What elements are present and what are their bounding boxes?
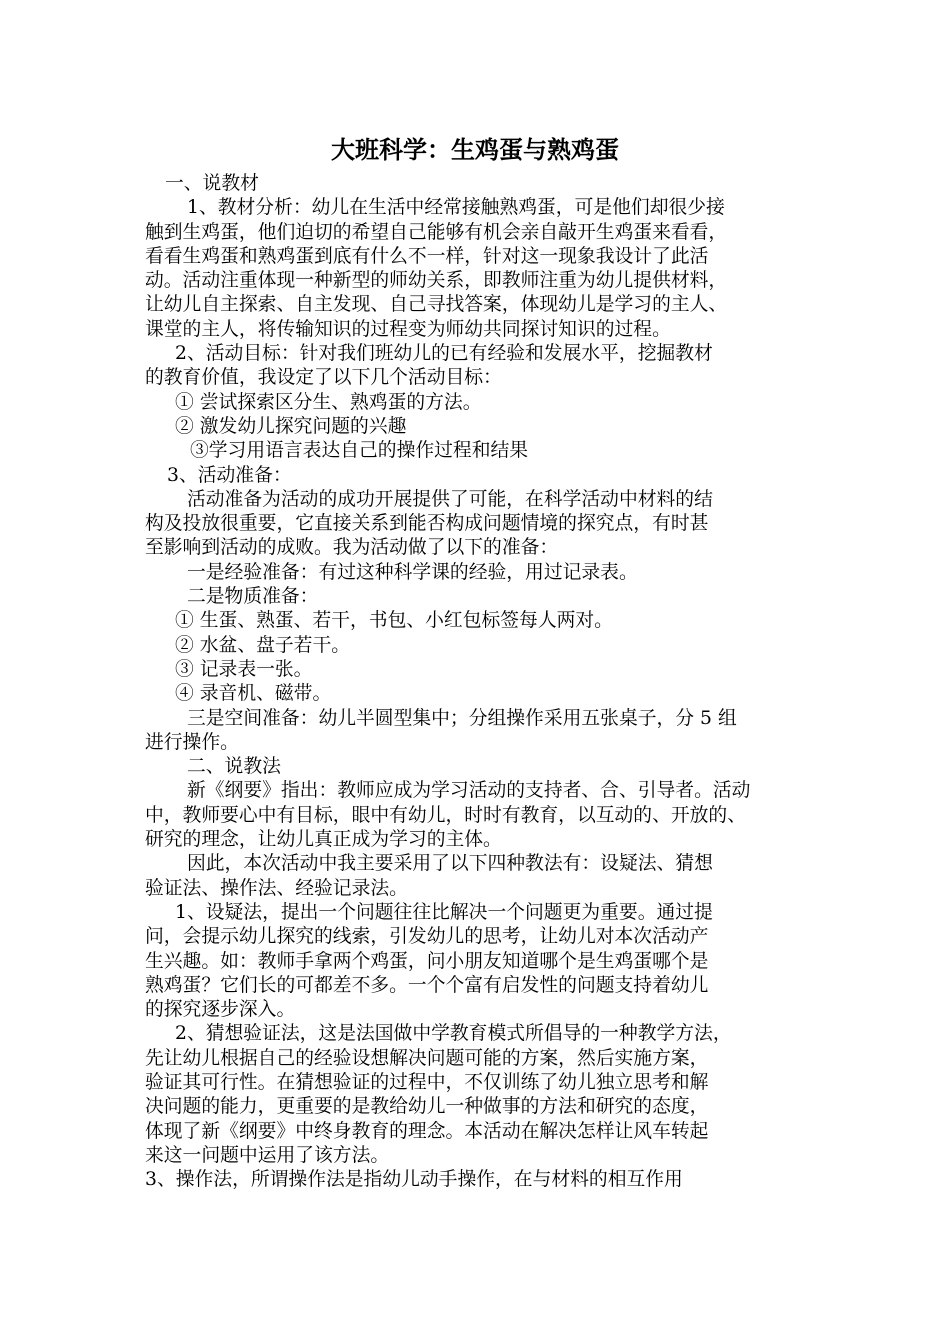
paragraph-line: ② 水盆、盘子若干。 [175,634,351,656]
paragraph-line: 课堂的主人，将传输知识的过程变为师幼共同探讨知识的过程。 [145,318,671,340]
paragraph-line: 的探究逐步深入。 [145,999,296,1021]
paragraph-line: 验证其可行性。在猜想验证的过程中，不仅训练了幼儿独立思考和解 [145,1071,709,1093]
paragraph-line: 的教育价值，我设定了以下几个活动目标： [145,367,502,389]
paragraph-line: 进行操作。 [145,731,239,753]
paragraph-line: 因此，本次活动中我主要采用了以下四种教法有：设疑法、猜想 [187,853,713,875]
paragraph-line: 2、猜想验证法，这是法国做中学教育模式所倡导的一种教学方法， [175,1023,732,1045]
paragraph-line: 一、说教材 [165,173,259,194]
paragraph-line: 验证法、操作法、经验记录法。 [145,877,408,899]
paragraph-line: 生兴趣。如：教师手拿两个鸡蛋，问小朋友知道哪个是生鸡蛋哪个是 [145,950,709,972]
paragraph-line: 一是经验准备：有过这种科学课的经验，用过记录表。 [187,561,638,583]
paragraph-line: 熟鸡蛋？它们长的可都差不多。一个个富有启发性的问题支持着幼儿 [145,974,709,996]
paragraph-line: 2、活动目标：针对我们班幼儿的已有经验和发展水平，挖掘教材 [175,343,713,365]
paragraph-line: ② 激发幼儿探究问题的兴趣 [175,415,407,437]
paragraph-line: 触到生鸡蛋，他们迫切的希望自己能够有机会亲自敲开生鸡蛋来看看， [145,221,728,243]
paragraph-line: 先让幼儿根据自己的经验设想解决问题可能的方案，然后实施方案， [145,1047,709,1069]
paragraph-line: 决问题的能力，更重要的是教给幼儿一种做事的方法和研究的态度， [145,1096,709,1118]
paragraph-line: ④ 录音机、磁带。 [175,683,332,705]
paragraph-line: ① 尝试探索区分生、熟鸡蛋的方法。 [175,391,482,413]
paragraph-line: 三是空间准备：幼儿半圆型集中；分组操作采用五张桌子，分 5 组 [187,707,737,729]
paragraph-line: 来这一问题中运用了该方法。 [145,1144,390,1166]
paragraph-line: 3、活动准备： [167,464,292,486]
paragraph-line: 中，教师要心中有目标，眼中有幼儿，时时有教育，以互动的、开放的、 [145,804,746,826]
paragraph-line: 3、操作法，所谓操作法是指幼儿动手操作，在与材料的相互作用 [145,1169,683,1191]
paragraph-line: 研究的理念，让幼儿真正成为学习的主体。 [145,829,502,851]
paragraph-line: ① 生蛋、熟蛋、若干，书包、小红包标签每人两对。 [175,610,613,632]
paragraph-line: ③学习用语言表达自己的操作过程和结果 [190,440,529,462]
paragraph-line: 二、说教法 [187,756,281,778]
paragraph-line: 问，会提示幼儿探究的线索，引发幼儿的思考，让幼儿对本次活动产 [145,926,709,948]
paragraph-line: 1、设疑法，提出一个问题往往比解决一个问题更为重要。通过提 [175,901,713,923]
paragraph-line: 构及投放很重要，它直接关系到能否构成问题情境的探究点，有时甚 [145,513,709,535]
paragraph-line: 看看生鸡蛋和熟鸡蛋到底有什么不一样，针对这一现象我设计了此活 [145,245,709,267]
paragraph-line: ③ 记录表一张。 [175,658,313,680]
document-title: 大班科学：生鸡蛋与熟鸡蛋 [331,136,619,164]
paragraph-line: 让幼儿自主探索、自主发现、自己寻找答案，体现幼儿是学习的主人、 [145,294,728,316]
document-body [145,172,813,1192]
paragraph-line: 新《纲要》指出：教师应成为学习活动的支持者、合、引导者。活动 [187,780,751,802]
paragraph-line: 1、教材分析：幼儿在生活中经常接触熟鸡蛋，可是他们却很少接 [187,197,725,219]
paragraph-line: 至影响到活动的成败。我为活动做了以下的准备： [145,537,559,559]
paragraph-line: 活动准备为活动的成功开展提供了可能，在科学活动中材料的结 [187,488,713,510]
paragraph-line: 动。活动注重体现一种新型的师幼关系，即教师注重为幼儿提供材料， [145,270,728,292]
paragraph-line: 体现了新《纲要》中终身教育的理念。本活动在解决怎样让风车转起 [145,1120,709,1142]
paragraph-line: 二是物质准备： [187,586,319,608]
